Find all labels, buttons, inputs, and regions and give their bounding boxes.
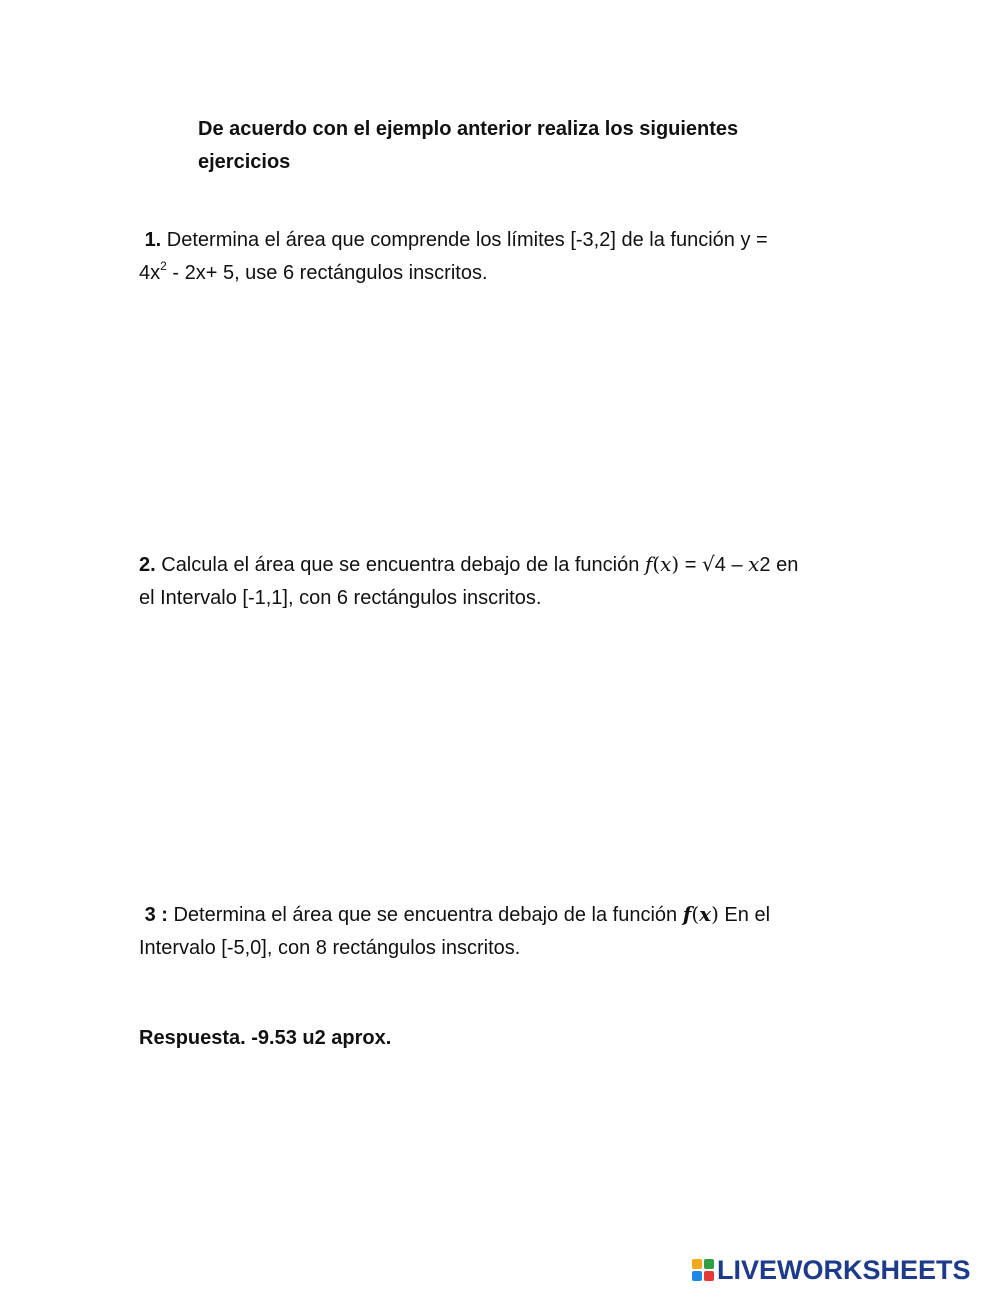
question-2-text: Calcula el área que se encuentra debajo de la función bbox=[155, 554, 645, 576]
question-2-fn-name: f bbox=[644, 552, 653, 576]
question-3 bbox=[139, 898, 770, 965]
question-2-fn-open-paren: ( bbox=[652, 552, 661, 576]
question-1-number: 1. bbox=[144, 229, 162, 251]
question-3-fn-name: f bbox=[682, 902, 692, 926]
heading-line-1: De acuerdo con el ejemplo anterior realiza los siguientes bbox=[198, 118, 739, 140]
question-2-fn-close-paren: ) bbox=[671, 552, 680, 576]
question-2-four-minus: 4 – bbox=[714, 554, 749, 576]
question-3-after: En el bbox=[718, 904, 771, 926]
question-1-text: Determina el área que comprende los límites [-3,2] de la función y = bbox=[161, 229, 768, 251]
answer-text: Respuesta. -9.53 u2 aprox. bbox=[139, 1027, 392, 1049]
instructions-heading bbox=[198, 113, 738, 179]
question-2 bbox=[139, 548, 798, 615]
logo-text: LIVEWORKSHEETS bbox=[717, 1254, 971, 1285]
question-1-function-base: 4x bbox=[139, 262, 161, 284]
question-1 bbox=[139, 224, 768, 292]
question-3-fn-open-paren: ( bbox=[691, 902, 700, 926]
question-2-x-var: x bbox=[748, 552, 760, 576]
question-2-fn-var: x bbox=[660, 552, 672, 576]
question-1-line-2 bbox=[139, 257, 768, 292]
question-3-line-2: Intervalo [-5,0], con 8 rectángulos inscritos. bbox=[139, 937, 521, 959]
question-2-number: 2. bbox=[139, 554, 156, 576]
square-root-icon: √ bbox=[702, 552, 715, 576]
question-3-fn-var: x bbox=[699, 902, 712, 926]
question-1-function-rest: - 2x+ 5, use 6 rectángulos inscritos. bbox=[166, 262, 488, 284]
question-2-equals: = bbox=[679, 554, 703, 576]
liveworksheets-logo bbox=[692, 1256, 971, 1284]
question-2-line-2: el Intervalo [-1,1], con 6 rectángulos inscritos. bbox=[139, 587, 542, 609]
question-3-number: 3 : bbox=[144, 904, 168, 926]
liveworksheets-logo-icon bbox=[692, 1259, 714, 1281]
heading-line-2: ejercicios bbox=[198, 151, 291, 173]
question-2-line-1 bbox=[139, 548, 798, 582]
question-3-text: Determina el área que se encuentra debajo de la función bbox=[167, 904, 683, 926]
logo-square-e bbox=[704, 1271, 714, 1281]
question-3-fn-close-paren: ) bbox=[711, 902, 719, 926]
question-1-line-1 bbox=[139, 224, 768, 257]
question-3-line-1 bbox=[139, 898, 770, 932]
logo-square-i bbox=[704, 1259, 714, 1269]
logo-square-l bbox=[692, 1259, 702, 1269]
question-2-after: en bbox=[770, 554, 799, 576]
question-1-exponent: 2 bbox=[160, 259, 167, 273]
question-2-two: 2 bbox=[759, 554, 771, 576]
logo-square-v bbox=[692, 1271, 702, 1281]
